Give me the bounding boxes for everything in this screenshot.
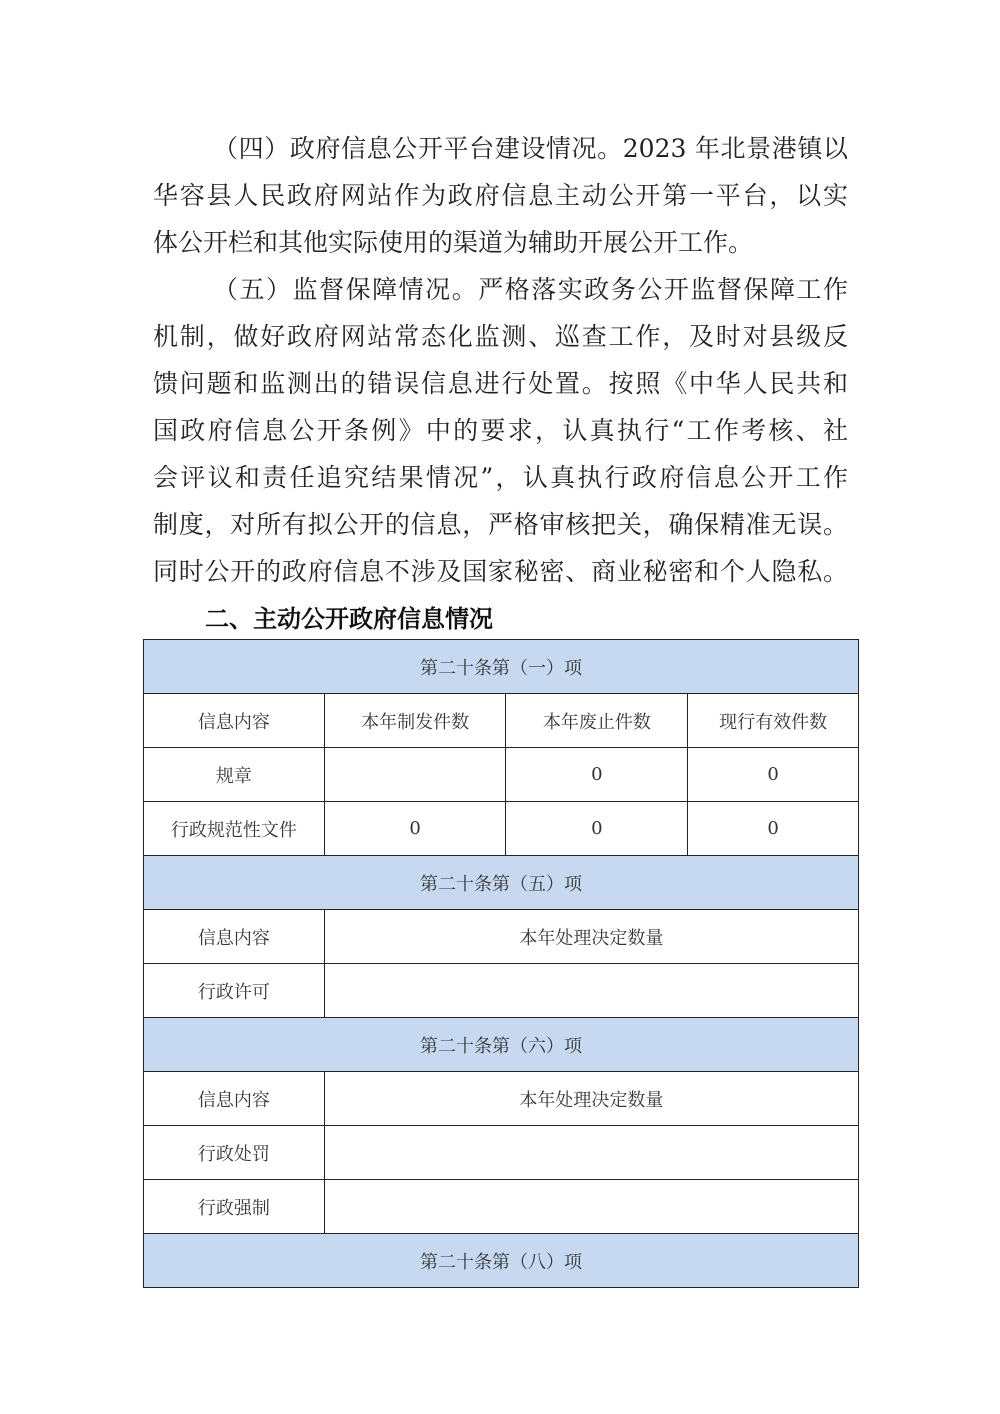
section-title: 第二十条第（一）项 <box>144 640 859 694</box>
paragraph-line: （五）监督保障情况。严格落实政务公开监督保障工作 <box>213 275 848 304</box>
header-cell: 本年制发件数 <box>324 694 506 748</box>
section-title: 第二十条第（八）项 <box>144 1234 859 1288</box>
cell <box>324 1180 858 1234</box>
section-heading: 二、主动公开政府信息情况 <box>205 605 493 633</box>
cell: 行政强制 <box>144 1180 325 1234</box>
table-row <box>144 802 859 856</box>
paragraph-line: （四）政府信息公开平台建设情况。2023 年北景港镇以 <box>213 134 848 163</box>
cell <box>324 964 858 1018</box>
cell: 0 <box>688 748 859 802</box>
cell: 0 <box>506 802 688 856</box>
header-cell: 信息内容 <box>144 694 325 748</box>
paragraph-line: 华容县人民政府网站作为政府信息主动公开第一平台，以实 <box>153 181 848 210</box>
paragraph-line: 制度，对所有拟公开的信息，严格审核把关，确保精准无误。 <box>153 510 848 539</box>
cell <box>324 1126 858 1180</box>
cell <box>324 748 506 802</box>
cell: 行政许可 <box>144 964 325 1018</box>
header-cell: 本年废止件数 <box>506 694 688 748</box>
section-title: 第二十条第（五）项 <box>144 856 859 910</box>
cell: 行政处罚 <box>144 1126 325 1180</box>
cell: 规章 <box>144 748 325 802</box>
table-row <box>144 1126 859 1180</box>
header-cell: 本年处理决定数量 <box>324 1072 858 1126</box>
table-row <box>144 1180 859 1234</box>
header-cell: 现行有效件数 <box>688 694 859 748</box>
cell: 0 <box>324 802 506 856</box>
paragraph-line: 机制，做好政府网站常态化监测、巡查工作，及时对县级反 <box>153 322 848 351</box>
paragraph-line: 同时公开的政府信息不涉及国家秘密、商业秘密和个人隐私。 <box>153 557 848 586</box>
header-cell: 信息内容 <box>144 1072 325 1126</box>
paragraph-line: 馈问题和监测出的错误信息进行处置。按照《中华人民共和 <box>153 369 848 398</box>
info-table <box>143 639 859 1288</box>
table-row <box>144 748 859 802</box>
cell: 0 <box>688 802 859 856</box>
section-title: 第二十条第（六）项 <box>144 1018 859 1072</box>
paragraph-line: 体公开栏和其他实际使用的渠道为辅助开展公开工作。 <box>153 228 754 257</box>
table-row <box>144 964 859 1018</box>
cell: 0 <box>506 748 688 802</box>
header-cell: 本年处理决定数量 <box>324 910 858 964</box>
header-cell: 信息内容 <box>144 910 325 964</box>
paragraph-line: 国政府信息公开条例》中的要求，认真执行“工作考核、社 <box>153 416 848 445</box>
paragraph-line: 会评议和责任追究结果情况”，认真执行政府信息公开工作 <box>153 463 848 492</box>
cell: 行政规范性文件 <box>144 802 325 856</box>
